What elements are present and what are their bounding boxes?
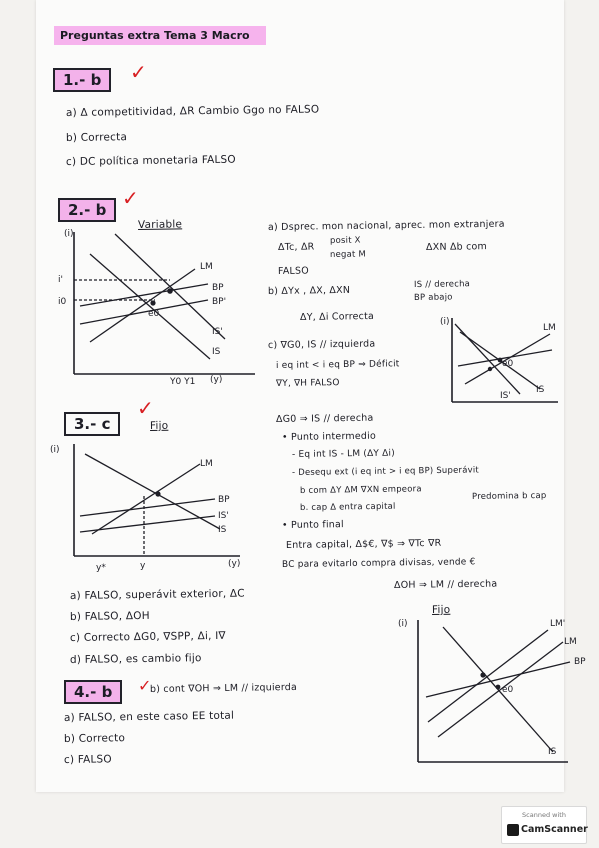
q2-text-bcap: b. cap Δ entra capital [299,501,396,513]
q2-is-lm-bp-graph [60,224,265,399]
question-4-label: 4.- b [64,680,122,704]
q2-text-correcta: ΔY, Δi Correcta [299,310,375,323]
q2-ytick-i0: i0 [58,297,67,307]
q2-small-lm: LM [543,323,556,333]
q3-curve-is: IS [218,525,227,535]
q3-fixed-graph [50,434,255,584]
q2-text-predomina: Predomina b cap [471,490,547,502]
q4-answer-c: c) FALSO [63,753,112,766]
q2-text-c3: ∇Y, ∇H FALSO [275,378,340,389]
q3-side-graph-title: Fijo [431,603,451,616]
q1-answer-b: b) Correcta [65,131,128,144]
q2-graph-title: Variable [137,218,183,231]
q2-eq-label: e0 [148,309,160,319]
q2-text-entra: Entra capital, Δ$€, ∇$ ⇒ ∇Tc ∇R [285,537,442,551]
q4-note: b) cont ∇OH ⇒ LM // izquierda [149,681,298,695]
q2-small-eq: e0 [502,359,514,369]
q4-answer-a: a) FALSO, en este caso EE total [63,709,235,724]
q2-curve-is: IS [212,347,221,357]
camscanner-logo-icon [507,824,519,836]
q2-text-a3: ΔXN Δb com [425,241,488,253]
question-3-label: 3.- c [64,412,120,436]
q3-answer-d: d) FALSO, es cambio fijo [69,652,202,666]
q2-text-a: a) Dsprec. mon nacional, aprec. mon extranjera [267,218,505,233]
q2-ytick-i1: i' [58,275,63,285]
q3-curve-bp: BP [218,495,230,505]
q2-text-intermedio: • Punto intermedio [281,430,377,443]
q2-text-posit: posit X [329,235,361,246]
q2-text-eq-int: - Eq int IS - LM (ΔY Δi) [291,448,395,460]
q2-xtick: Y0 Y1 [170,377,196,387]
q1-answer-c: c) DC política monetaria FALSO [65,153,236,168]
q3-y-axis: (i) [50,445,60,455]
q3-answer-c: c) Correcto ΔG0, ∇SPP, Δi, I∇ [69,629,226,644]
question-1-label: 1.- b [53,68,111,92]
q2-text-a2: ΔTc, ΔR [277,241,315,253]
q2-small-graph [440,314,565,414]
q3-graph-title: Fijo [149,419,169,432]
q2-text-desequ: - Desequ ext (i eq int > i eq BP) Superávit [291,465,480,478]
q2-text-negat: negat M [329,249,367,260]
q3-x-axis: (y) [228,559,241,569]
watermark-name: CamScanner [521,824,588,835]
q2-curve-bp2: BP' [212,297,227,307]
q3-side-eq: e0 [502,685,514,695]
question-2-label: 2.- b [58,198,116,222]
q2-curve-bp: BP [212,283,224,293]
q3-curve-is1: IS' [218,511,229,521]
q2-curve-is1: IS' [212,327,223,337]
q3-side-bp: BP [574,657,586,667]
q2-text-oh: ΔOH ⇒ LM // derecha [393,578,498,591]
q3-side-is: IS [548,747,557,757]
q3-xtick-star: y* [96,563,106,573]
q2-small-is: IS [536,385,545,395]
check-icon: ✓ [137,396,154,420]
q3-answer-a: a) FALSO, superávit exterior, ΔC [69,587,245,602]
q1-answer-a: a) Δ competitividad, ΔR Cambio Ggo no FALSO [65,103,320,119]
q2-text-b: b) ΔYx , ΔX, ΔXN [267,284,351,297]
q2-y-axis-label: (i) [64,229,74,239]
q2-small-y-axis: (i) [440,317,450,327]
q2-text-bc: BC para evitarlo compra divisas, vende € [281,557,476,570]
check-icon: ✓ [130,60,147,84]
q3-answer-b: b) FALSO, ΔOH [69,609,150,623]
q3-side-y-axis: (i) [398,619,408,629]
check-icon: ✓ [138,676,152,695]
q3-side-lm1: LM' [550,619,566,629]
watermark-caption: Scanned with [522,811,566,819]
check-icon: ✓ [122,186,139,210]
q2-text-is-der: IS // derecha [413,279,471,290]
q2-small-is1: IS' [500,391,511,401]
q3-side-lm: LM [564,637,577,647]
q4-answer-b: b) Correcto [63,732,126,745]
q2-text-g0: ΔG0 ⇒ IS // derecha [275,412,374,425]
q3-curve-lm: LM [200,459,213,469]
q2-x-axis-label: (y) [210,375,223,385]
q2-text-c: c) ∇G0, IS // izquierda [267,338,376,351]
q2-text-bp-abajo: BP abajo [413,292,453,303]
q2-curve-lm: LM [200,262,213,272]
page-title: Preguntas extra Tema 3 Macro [60,29,250,42]
q2-text-bcom: b com ΔY ΔM ∇XN empeora [299,484,422,496]
q3-xtick-y: y [140,561,146,571]
q2-text-final: • Punto final [281,519,344,531]
q3-side-graph [398,612,588,772]
q2-text-c2: i eq int < i eq BP ⇒ Déficit [275,359,400,371]
q2-text-falso1: FALSO [277,265,309,277]
camscanner-watermark [501,806,587,844]
